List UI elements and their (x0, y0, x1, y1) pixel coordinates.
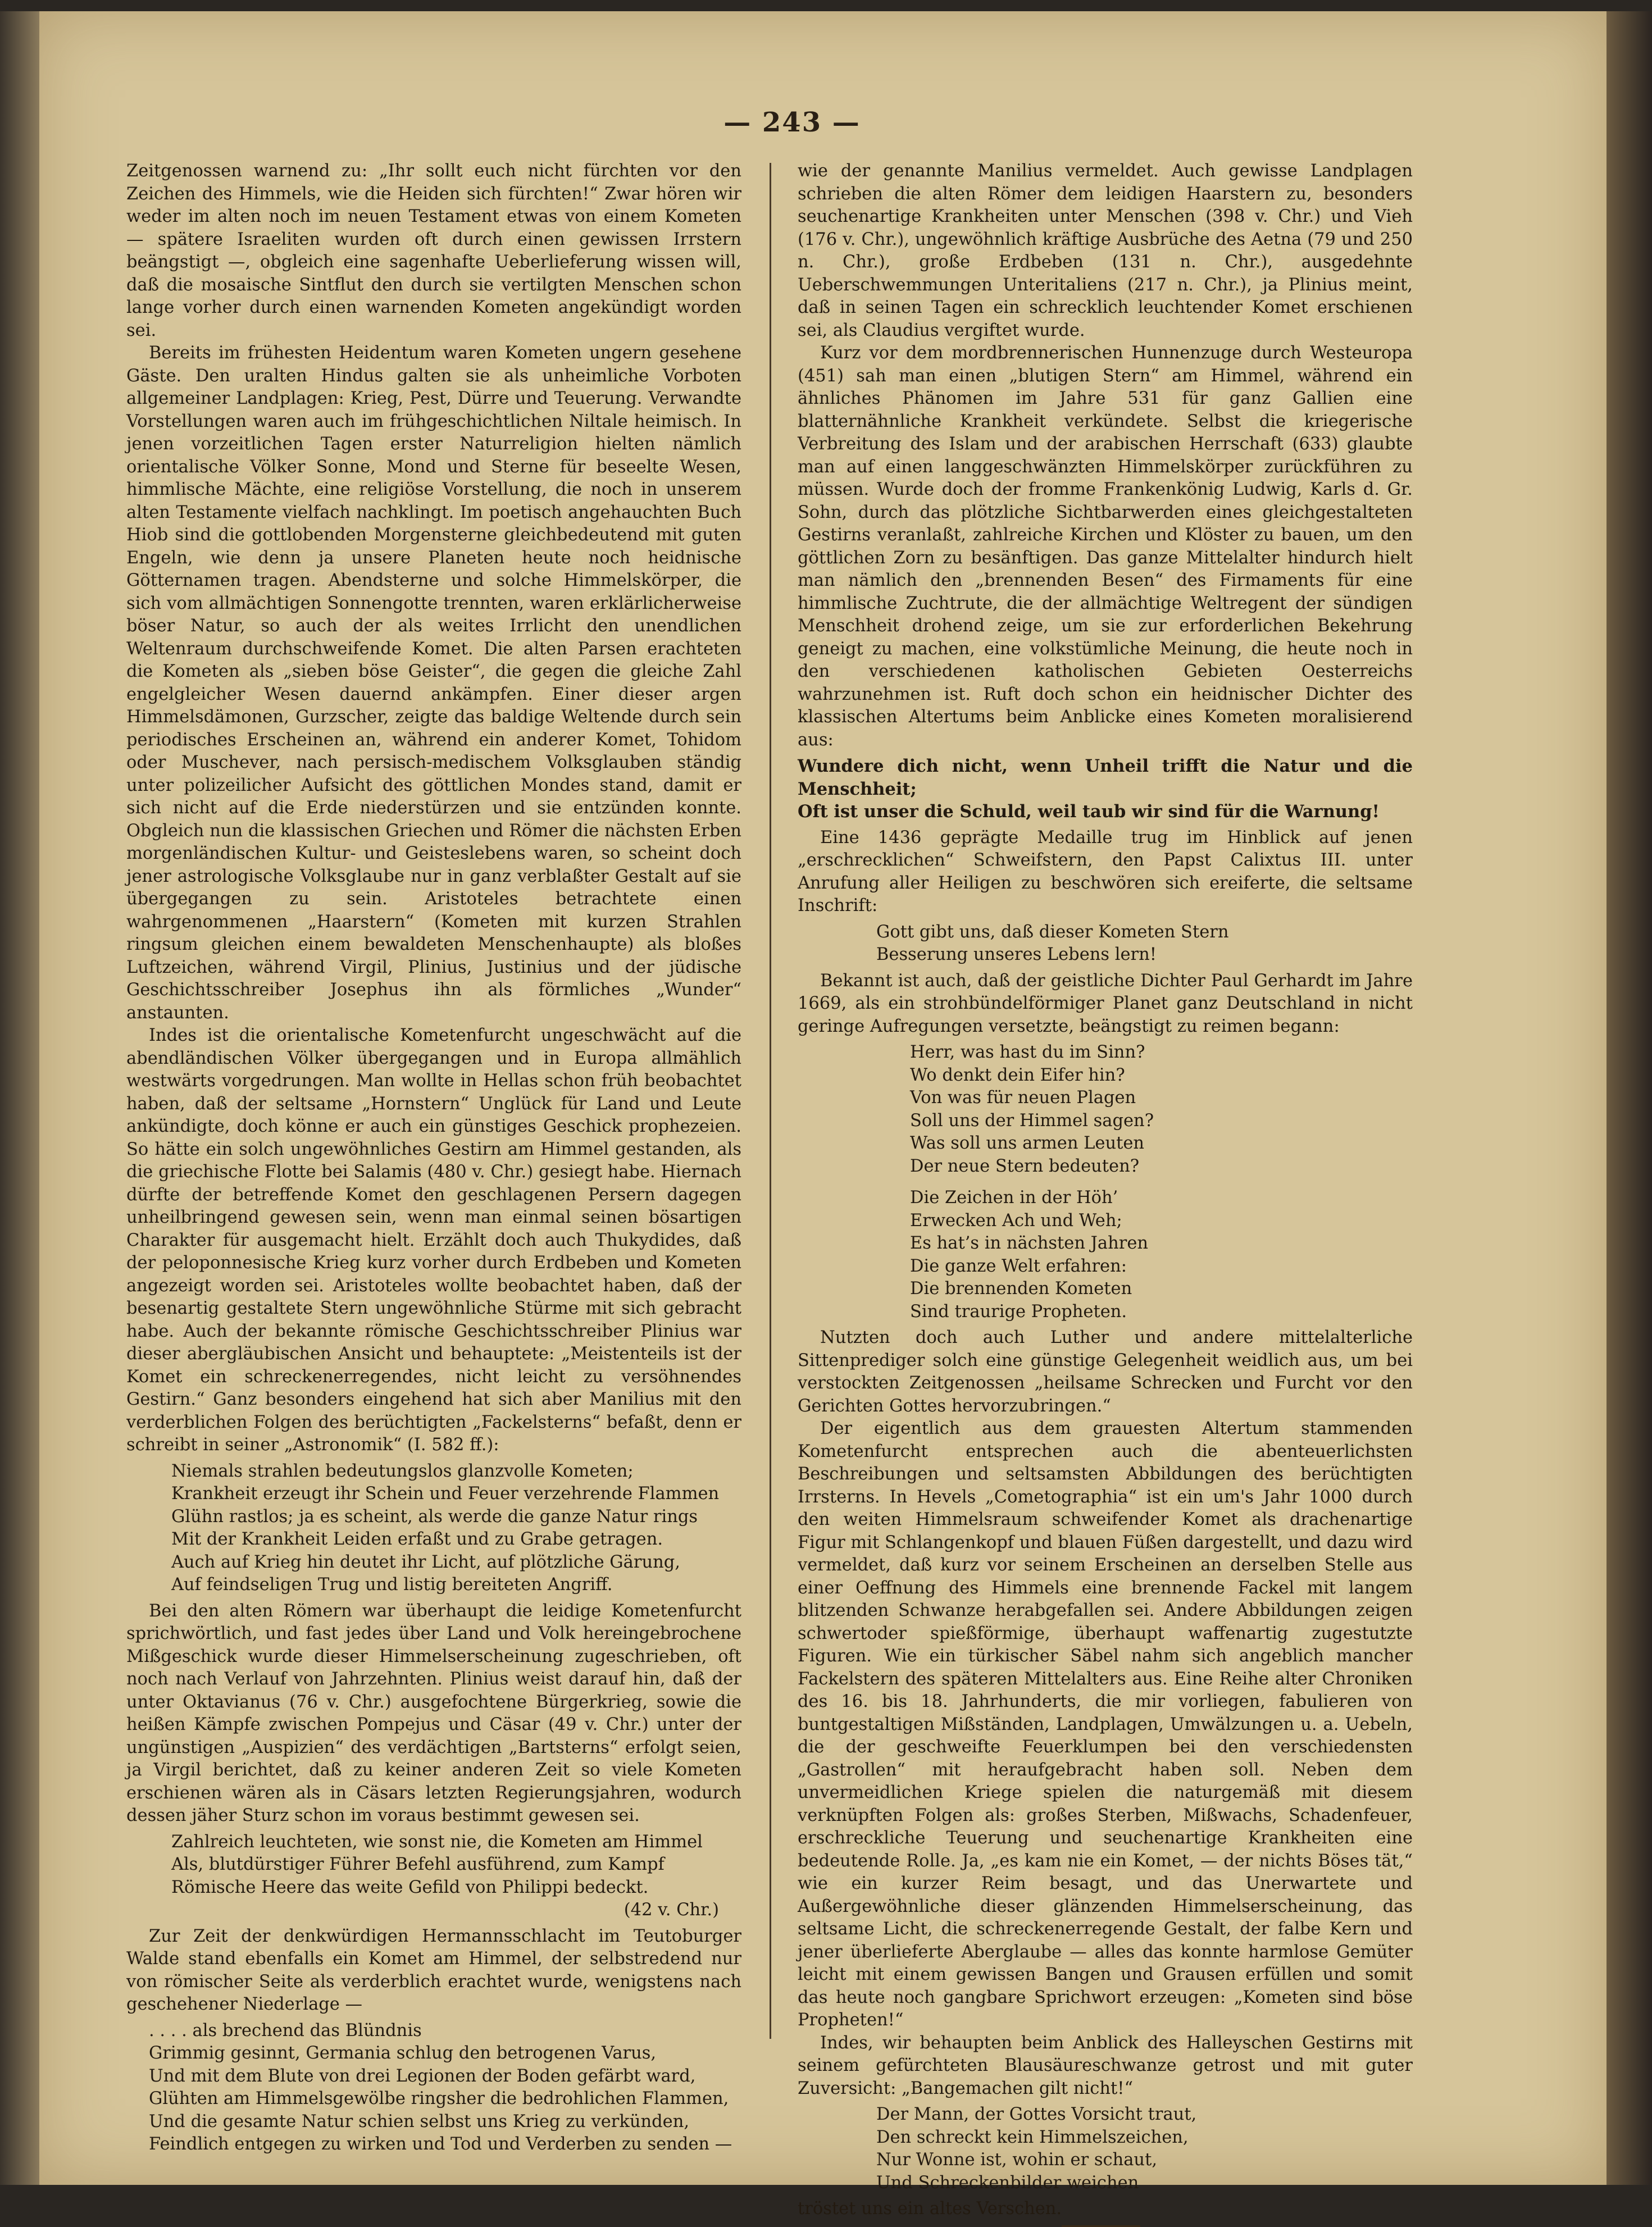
verse-line: Nur Wonne ist, wohin er schaut, (876, 2150, 1158, 2170)
paragraph: Bereits im frühesten Heidentum waren Kometen ungern gesehene Gäste. Den uralten Hindus galten sie als unheimliche Vorboten allgemeiner Landplagen: Krieg, Pest, Dürre und Teuerung. Verwandte Vorstellungen waren auch im frühgeschichtlichen Niltale heimisch. In jenen vorzeitlichen Tagen erster Naturreligion hielten nämlich orientalische Völker Sonne, Mond und Sterne für beseelte Wesen, himmlische Mächte, eine religiöse Vorstellung, die noch in unserem alten Testamente vielfach nachklingt. Im poetisch angehauchten Buch Hiob sind die gottlobenden Morgensterne gleichbedeutend mit guten Engeln, wie denn ja unsere Planeten heute noch heidnische Götternamen tragen. Abendsterne und solche Himmelskörper, die sich vom allmächtigen Sonnengotte trennten, waren erklärlicherweise böser Natur, so auch der als weites Irrlicht den unendlichen Weltenraum durchschweifende Komet. Die alten Parsen erachteten die Kometen als „sieben böse Geister“, die gegen die gleiche Zahl engelgleicher Wesen dauernd ankämpfen. Einer dieser argen Himmelsdämonen, Gurzscher, zeigte das baldige Weltende durch sein periodisches Erscheinen an, während ein anderer Komet, Tohidom oder Muschever, nach persisch-medischem Volksglauben ständig unter polizeilicher Aufsicht des göttlichen Mondes stand, damit er sich nicht auf die Erde niederstürzen und sie entzünden konnte. Obgleich nun die klassischen Griechen und Römer die nächsten Erben morgenländischen Kultur- und Geisteslebens waren, so scheint doch jener astrologische Volksglaube nur in ganz verblaßter Gestalt auf sie übergegangen zu sein. Aristoteles betrachtete einen wahrgenommenen „Haarstern“ (Kometen mit kurzen Strahlen ringsum gleichen einem bewaldeten Menschenhaupte) als bloßes Luftzeichen, während Virgil, Plinius, Justinius und der jüdische Geschichtsschreiber Josephus ihn als förmliches „Wunder“ anstaunten. (126, 343, 741, 1023)
verse-line: Glühten am Himmelsgewölbe ringsher die bedrohlichen Flammen, (149, 2089, 729, 2108)
closing-line: tröstet uns ein altes Verschen. (798, 2199, 1062, 2219)
verse-line: Von was für neuen Plagen (910, 1088, 1136, 1108)
motto-quote (798, 755, 1413, 823)
verse-quote (171, 1831, 741, 1922)
verse-line: Auch auf Krieg hin deutet ihr Licht, auf plötzliche Gärung, (171, 1552, 680, 1572)
inscription-quote (876, 921, 1413, 967)
paragraph: Zeitgenossen warnend zu: „Ihr sollt euch nicht fürchten vor den Zeichen des Himmels, wie die Heiden sich fürchten!“ Zwar hören wir weder im alten noch im neuen Testament etwas von einem Kometen — spätere Israeliten wurden oft durch einen gewissen Irrstern beängstigt —, obgleich eine sagenhafte Ueberlieferung wissen will, daß die mosaische Sintflut den durch sie vertilgten Menschen schon lange vorher durch einen warnenden Kometen angekündigt worden sei. (126, 161, 741, 340)
closing-verse (876, 2103, 1413, 2194)
paragraph: Bekannt ist auch, daß der geistliche Dichter Paul Gerhardt im Jahre 1669, als ein strohbündelförmiger Planet ganz Deutschland in nicht geringe Aufregungen versetzte, beängstigt zu reimen begann: (798, 971, 1413, 1036)
verse-line: Zahlreich leuchteten, wie sonst nie, die Kometen am Himmel (171, 1832, 703, 1852)
book-edge (1607, 11, 1652, 2185)
paragraph: wie der genannte Manilius vermeldet. Auch gewisse Landplagen schrieben die alten Römer dem leidigen Haarstern zu, besonders seuchenartige Krankheiten unter Menschen (398 v. Chr.) und Vieh (176 v. Chr.), ungewöhnlich kräftige Ausbrüche des Aetna (79 und 250 n. Chr.), große Erdbeben (131 n. Chr.), ausgedehnte Ueberschwemmungen Unteritaliens (217 n. Chr.), ja Plinius meint, daß in seinen Tagen ein schrecklich leuchtender Komet erschienen sei, als Claudius vergiftet wurde. (798, 161, 1413, 340)
verse-quote (171, 1460, 741, 1597)
verse-line: Es hat’s in nächsten Jahren (910, 1233, 1149, 1253)
verse-line: Gott gibt uns, daß dieser Kometen Stern (876, 922, 1229, 942)
paragraph: Indes, wir behaupten beim Anblick des Halleyschen Gestirns mit seinem gefürchteten Blausäureschwanze getrost und mit guter Zuversicht: „Bangemachen gilt nicht!“ (798, 2033, 1413, 2098)
verse-line: Wo denkt dein Eifer hin? (910, 1065, 1125, 1085)
paragraph: Zur Zeit der denkwürdigen Hermannsschlacht im Teutoburger Walde stand ebenfalls ein Komet am Himmel, der selbstredend nur von römischer Seite als verderblich erachtet wurde, wenigstens nach geschehener Niederlage — (126, 1926, 741, 2014)
book-gutter (0, 11, 39, 2185)
verse-line: Den schreckt kein Himmelszeichen, (876, 2127, 1189, 2147)
verse-line: Die brennenden Kometen (910, 1279, 1132, 1299)
paragraph: Nutzten doch auch Luther und andere mittelalterliche Sittenprediger solch eine günstige Gelegenheit weidlich aus, um bei verstockten Zeitgenossen „heilsame Schrecken und Furcht vor den Gerichten Gottes hervorzubringen.“ (798, 1328, 1413, 1416)
verse-line: Und mit dem Blute von drei Legionen der Boden gefärbt ward, (149, 2066, 696, 2086)
verse-line: Mit der Krankheit Leiden erfaßt und zu Grabe getragen. (171, 1529, 663, 1549)
page-number: — 243 — (723, 107, 861, 138)
verse-line: Die Zeichen in der Höh’ (910, 1188, 1118, 1208)
verse-line: Oft ist unser die Schuld, weil taub wir sind für die Warnung! (798, 801, 1380, 822)
verse-line: Feindlich entgegen zu wirken und Tod und Verderben zu senden — (149, 2134, 732, 2154)
verse-line: Was soll uns armen Leuten (910, 1133, 1145, 1153)
paragraph: Eine 1436 geprägte Medaille trug im Hinblick auf jenen „erschrecklichen“ Schweifstern, den Papst Calixtus III. unter Anrufung aller Heiligen zu beschwören sich ereiferte, die seltsame Inschrift: (798, 827, 1413, 916)
right-column (798, 160, 1413, 2219)
verse-line: Herr, was hast du im Sinn? (910, 1042, 1145, 1062)
verse-line: Sind traurige Propheten. (910, 1301, 1127, 1322)
verse-quote (149, 2020, 741, 2156)
verse-line: Erwecken Ach und Weh; (910, 1210, 1122, 1231)
left-column (126, 160, 741, 2154)
verse-line: . . . . als brechend das Blündnis (149, 2020, 422, 2041)
paragraph: Kurz vor dem mordbrennerischen Hunnenzuge durch Westeuropa (451) sah man einen „blutigen Stern“ am Himmel, während ein ähnliches Phänomen im Jahre 531 für ganz Gallien eine blatternähnliche Krankheit verkündete. Selbst die kriegerische Verbreitung des Islam und der arabischen Herrschaft (633) glaubte man auf einen langgeschwänzten Himmelskörper zurückführen zu müssen. Wurde doch der fromme Frankenkönig Ludwig, Karls d. Gr. Sohn, durch das plötzliche Sichtbarwerden eines gleichgestalteten Gestirns veranlaßt, zahlreiche Kirchen und Klöster zu bauen, um den göttlichen Zorn zu besänftigen. Das ganze Mittelalter hindurch hielt man nämlich den „brennenden Besen“ des Firmaments für eine himmlische Zuchtrute, die der allmächtige Weltregent der sündigen Menschheit drohend zeige, um sie zur erforderlichen Bekehrung geneigt zu machen, eine volkstümliche Meinung, die heute noch in den verschiedenen katholischen Gebieten Oesterreichs wahrzunehmen ist. Ruft doch schon ein heidnischer Dichter des klassischen Altertums beim Anblicke eines Kometen moralisierend aus: (798, 343, 1413, 750)
verse-line: Besserung unseres Lebens lern! (876, 945, 1157, 964)
verse-line: Die ganze Welt erfahren: (910, 1256, 1127, 1276)
verse-line: Soll uns der Himmel sagen? (910, 1110, 1154, 1131)
verse-line: Der neue Stern bedeuten? (910, 1156, 1140, 1176)
verse-line: Wundere dich nicht, wenn Unheil trifft die Natur und die Menschheit; (798, 756, 1413, 799)
verse-line: Grimmig gesinnt, Germania schlug den betrogenen Varus, (149, 2043, 657, 2063)
end-rule (1062, 2225, 1140, 2227)
verse-source: (42 v. Chr.) (624, 1900, 719, 1920)
paragraph: Indes ist die orientalische Kometenfurcht ungeschwächt auf die abendländischen Völker übergegangen und in Europa allmählich westwärts vorgedrungen. Man wollte in Hellas schon früh beobachtet haben, daß der seltsame „Hornstern“ Unglück für Land und Leute ankündigte, doch könne er auch ein günstiges Geschick prophezeien. So hätte ein solch ungewöhnliches Gestirn am Himmel gestanden, als die griechische Flotte bei Salamis (480 v. Chr.) gesiegt habe. Hiernach dürfte der betreffende Komet den geschlagenen Persern dagegen unheilbringend gewesen sein, wenn man einmal seinen bösartigen Charakter für ausgemacht hielt. Erzählt doch auch Thukydides, daß der peloponnesische Krieg kurz vorher durch Erdbeben und Kometen angezeigt worden sei. Aristoteles wollte beobachtet haben, daß der besenartig gestaltete Stern ungewöhnliche Stürme mit sich gebracht habe. Auch der bekannte römische Geschichtsschreiber Plinius war dieser abergläubischen Ansicht und behauptete: „Meistenteils ist der Komet ein schreckenerregendes, nicht leicht zu versöhnendes Gestirn.“ Ganz besonders eingehend hat sich aber Manilius mit den verderblichen Folgen des berüchtigten „Fackelsterns“ befaßt, denn er schreibt in seiner „Astronomik“ (I. 582 ff.): (126, 1026, 741, 1455)
verse-line: Römische Heere das weite Gefild von Philippi bedeckt. (171, 1877, 649, 1897)
verse-line: Krankheit erzeugt ihr Schein und Feuer verzehrende Flammen (171, 1484, 720, 1504)
paragraph: Der eigentlich aus dem grauesten Altertum stammenden Kometenfurcht entsprechen auch die abenteuerlichsten Beschreibungen und seltsamsten Abbildungen des berüchtigten Irrsterns. In Hevels „Cometographia“ ist ein um's Jahr 1000 durch den weiten Himmelsraum schweifender Komet als drachenartige Figur mit Schlangenkopf und blauen Füßen dargestellt, und dazu wird vermeldet, daß kurz vor seinem Erscheinen an derselben Stelle aus einer Oeffnung des Himmels eine brennende Fackel mit langem blitzenden Schwanze herabgefallen sei. Andere Abbildungen zeigen schwertoder spießförmige, überhaupt waffenartig zugestutzte Figuren. Wie ein türkischer Säbel nahm sich angeblich mancher Fackelstern des späteren Mittelalters aus. Eine Reihe alter Chroniken des 16. bis 18. Jahrhunderts, die mir vorliegen, fabulieren von buntgestaltigen Mißständen, Landplagen, Umwälzungen u. a. Uebeln, die der geschweifte Feuerklumpen bei den verschiedensten „Gastrollen“ mit heraufgebracht haben soll. Neben dem unvermeidlichen Kriege spielen die naturgemäß mit diesem verknüpften Folgen als: großes Sterben, Mißwachs, Schadenfeuer, erschreckliche Teuerung und seuchenartige Krankheiten eine bedeutende Rolle. Ja, „es kam nie ein Komet, — der nichts Böses tät,“ wie ein kurzer Reim besagt, und das Unerwartete und Außergewöhnliche dieser glänzenden Himmelserscheinung, das seltsame Licht, die schreckenerregende Gestalt, der falbe Kern und jener überlieferte Aberglaube — alles das konnte harmlose Gemüter leicht mit einem gewissen Bangen und Grausen erfüllen und somit das heute noch gangbare Sprichwort erzeugen: „Kometen sind böse Propheten!“ (798, 1419, 1413, 2030)
verse-line: Niemals strahlen bedeutungslos glanzvolle Kometen; (171, 1461, 634, 1481)
verse-line: Der Mann, der Gottes Vorsicht traut, (876, 2105, 1197, 2124)
verse-line: Und Schreckenbilder weichen (876, 2173, 1139, 2193)
paragraph: Bei den alten Römern war überhaupt die leidige Kometenfurcht sprichwörtlich, und fast jedes über Land und Volk hereingebrochene Mißgeschick wurde dieser Himmelserscheinung zugeschrieben, oft noch nach Verlauf von Jahrzehnten. Plinius weist darauf hin, daß der unter Oktavianus (76 v. Chr.) ausgefochtene Bürgerkrieg, sowie die heißen Kämpfe zwischen Pompejus und Cäsar (49 v. Chr.) unter der ungünstigen „Auspizien“ des verdächtigen „Bartsterns“ erfolgt seien, ja Virgil berichtet, daß zu keiner anderen Zeit so viele Kometen erschienen wären als in Cäsars letzten Regierungsjahren, wodurch dessen jäher Sturz schon im voraus bestimmt gewesen sei. (126, 1601, 741, 1825)
column-divider (770, 163, 771, 2039)
verse-line: Glühn rastlos; ja es scheint, als werde die ganze Natur rings (171, 1506, 698, 1527)
verse-line: Und die gesamte Natur schien selbst uns Krieg zu verkünden, (149, 2111, 690, 2132)
verse-line: Als, blutdürstiger Führer Befehl ausführend, zum Kampf (171, 1855, 665, 1874)
verse-line: Auf feindseligen Trug und listig bereiteten Angriff. (171, 1575, 613, 1595)
hymn-quote (910, 1041, 1413, 1323)
